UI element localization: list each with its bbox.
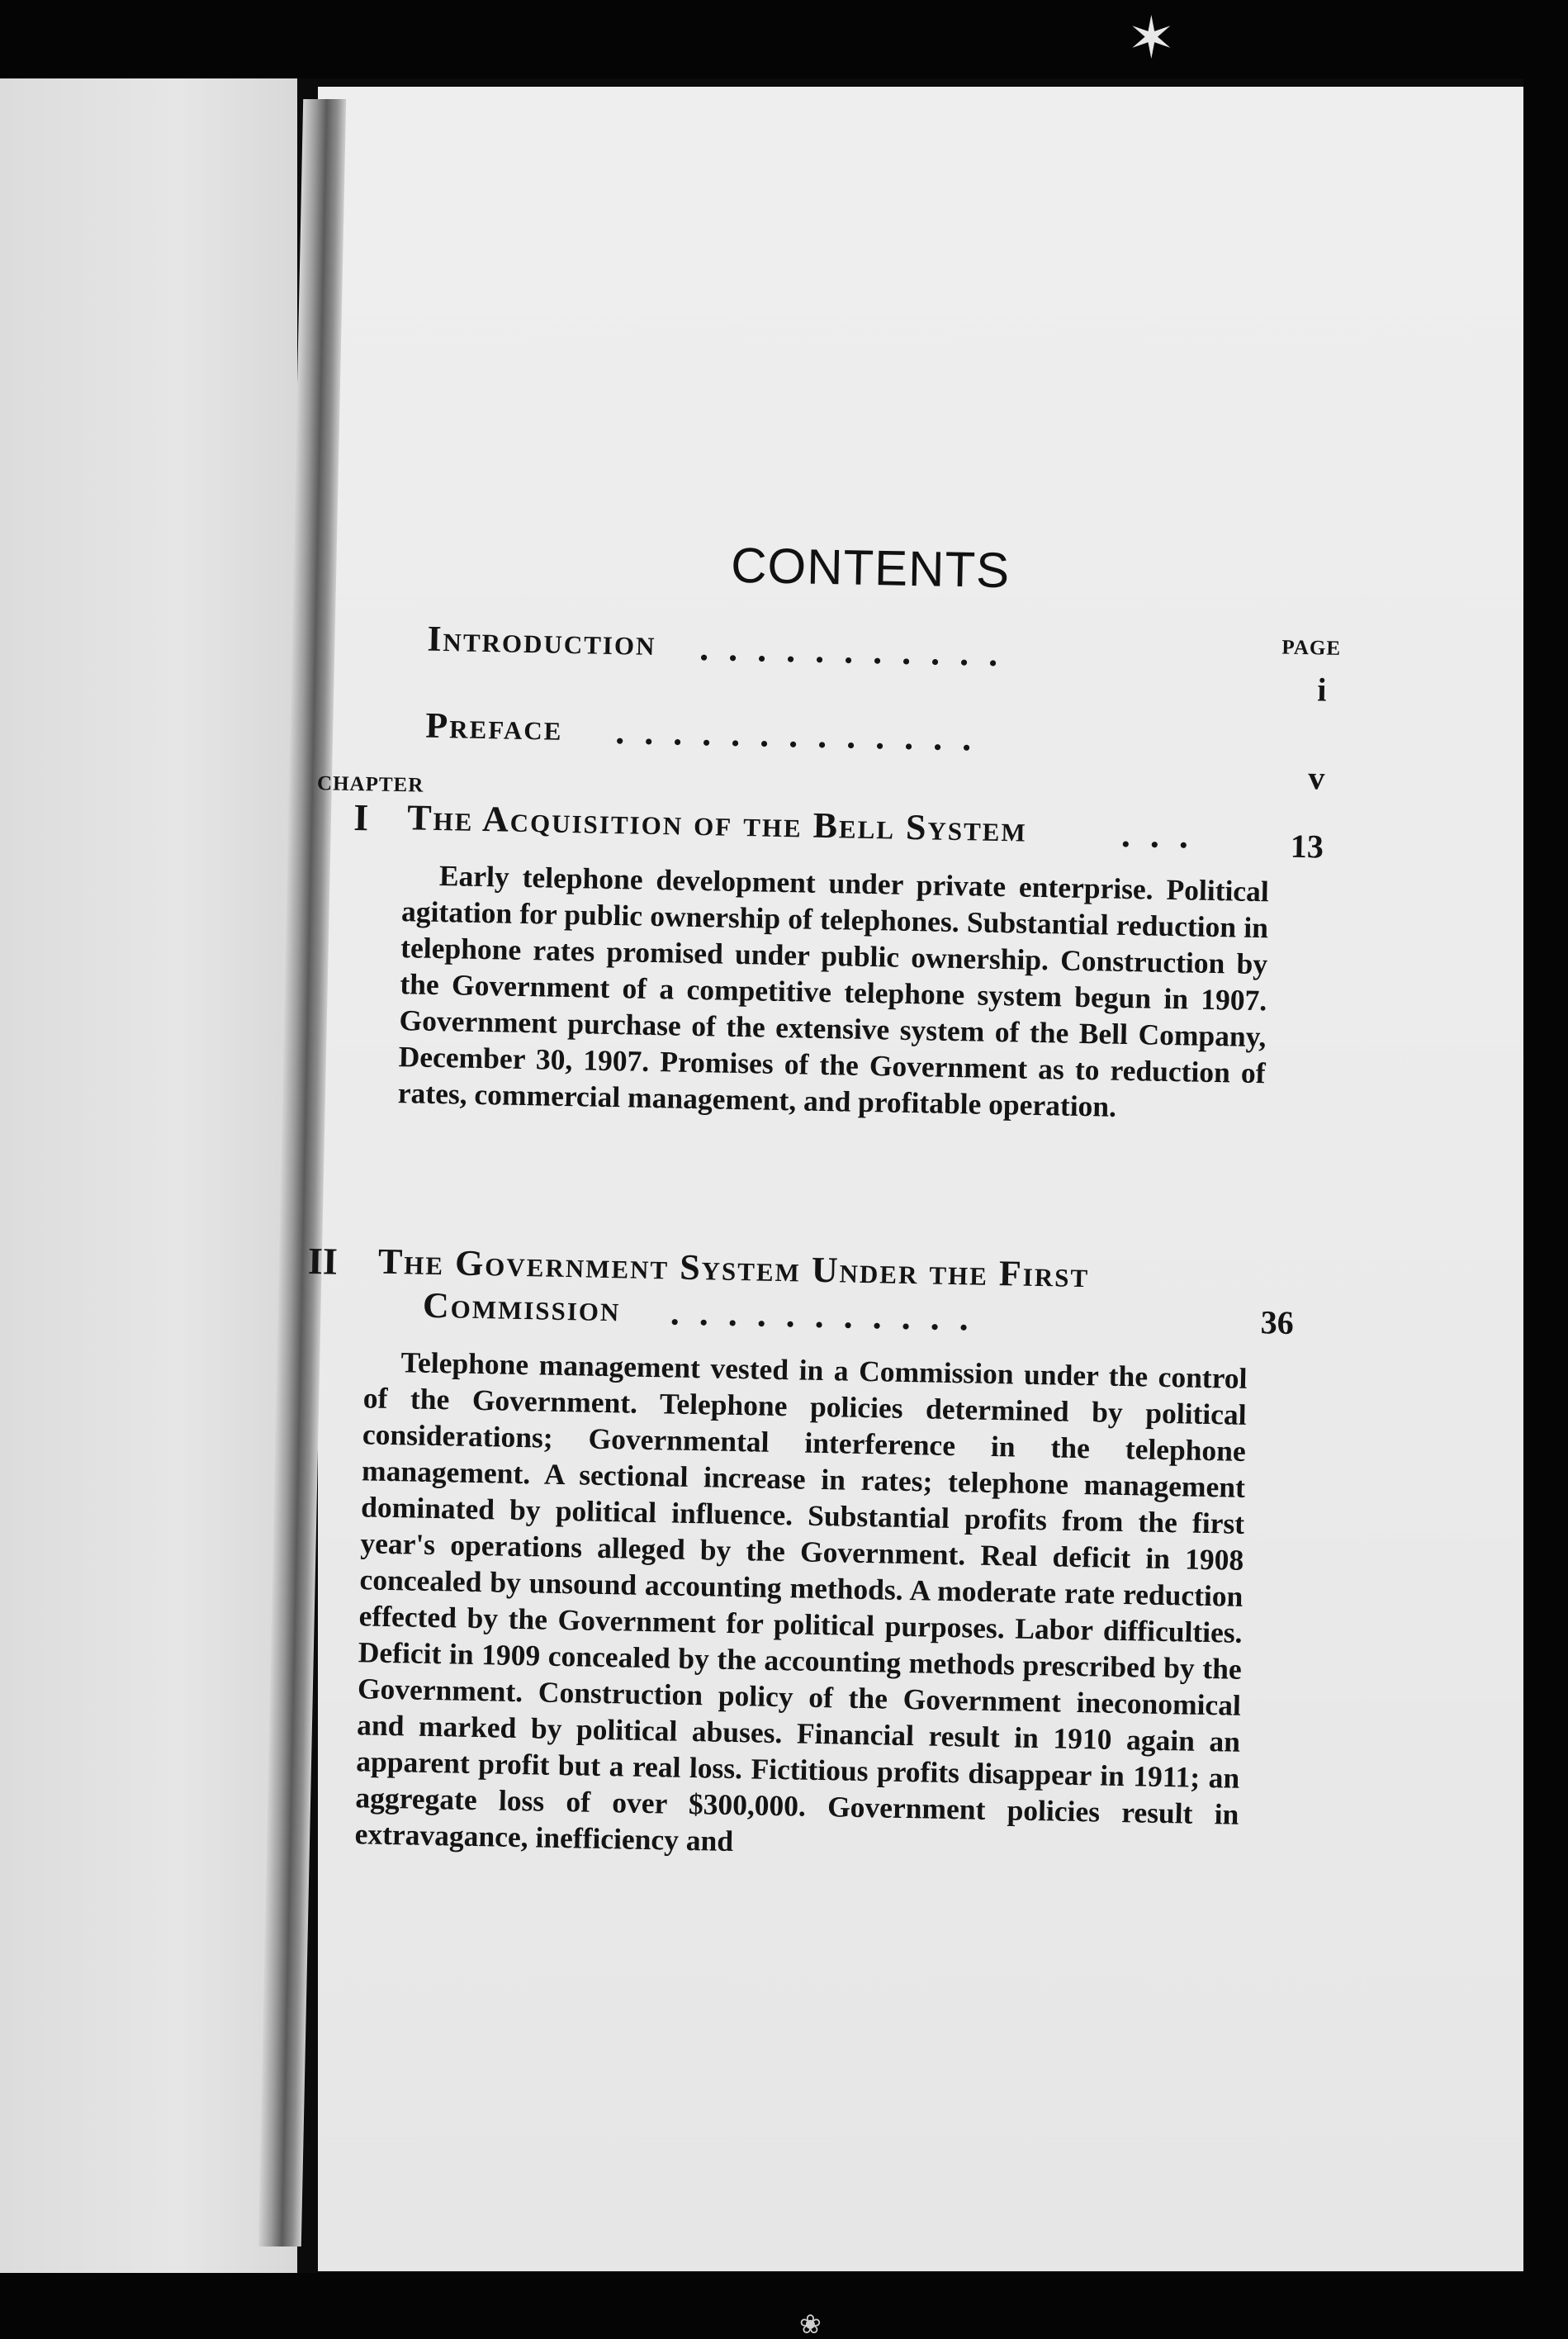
scan-artifact-mark: ❀ — [799, 2309, 822, 2339]
chapter-column-label: CHAPTER — [316, 772, 424, 797]
chapter-numeral-1: I — [353, 795, 369, 839]
scan-border-top — [0, 0, 1568, 78]
leader-dots: ........... — [670, 1292, 989, 1339]
leader-dots: ... — [1120, 814, 1209, 856]
leader-dots: ............. — [614, 711, 992, 759]
chapter-numeral-2: II — [307, 1240, 339, 1283]
chapter-title-1: The Acquisition of the Bell System — [406, 797, 1028, 850]
page-column-label: PAGE — [1281, 636, 1342, 660]
scan-border-right — [1523, 0, 1568, 2339]
chapter-title-2-line2: Commission — [422, 1284, 621, 1330]
scan-border-bottom — [0, 2273, 1568, 2339]
toc-page-preface: v — [1307, 759, 1325, 797]
chapter-summary-1: Early telephone development under private enterprise. Political agitation for public ownership of telephones. Substantial reduction in telephone rates promised under public ownership. Construction by the Government of a competitive telephone system begun in 1907. Government purchase of the extensive system of the Bell Company, December 30, 1907. Promises of the Government as to reduction of rates, commercial management, and profitable operation. — [397, 858, 1270, 1123]
book-page — [318, 87, 1523, 2271]
chapter-summary-2: Telephone management vested in a Commission under the control of the Government. Telephone policies determined by political considerations; Governmental interference in the telephone management. A sectional increase in rates; telephone management dominated by political influence. Substantial profits from the first year's operations alleged by the Government. Real deficit in 1908 concealed by unsound accounting methods. A moderate rate reduction effected by the Government for political purposes. Labor difficulties. Deficit in 1909 concealed by the accounting methods prescribed by the Government. Construction policy of the Government ineconomical and marked by political abuses. Financial result in 1910 again an apparent profit but a real loss. Fictitious profits disappear in 1911; an aggregate loss of over $300,000. Government policies result in extravagance, inefficiency and — [354, 1345, 1248, 1858]
toc-entry-preface: Preface — [424, 705, 563, 748]
leader-dots: ........... — [699, 628, 1018, 675]
page-title: CONTENTS — [730, 537, 1011, 599]
torn-corner-mark: ✶ — [1127, 7, 1176, 71]
chapter-page-2: 36 — [1260, 1303, 1295, 1341]
facing-page — [0, 78, 297, 2273]
toc-page-introduction: i — [1316, 671, 1327, 709]
chapter-page-1: 13 — [1290, 827, 1324, 866]
chapter-title-2-line1: The Government System Under the First — [377, 1241, 1090, 1296]
toc-entry-introduction: Introduction — [426, 618, 656, 663]
